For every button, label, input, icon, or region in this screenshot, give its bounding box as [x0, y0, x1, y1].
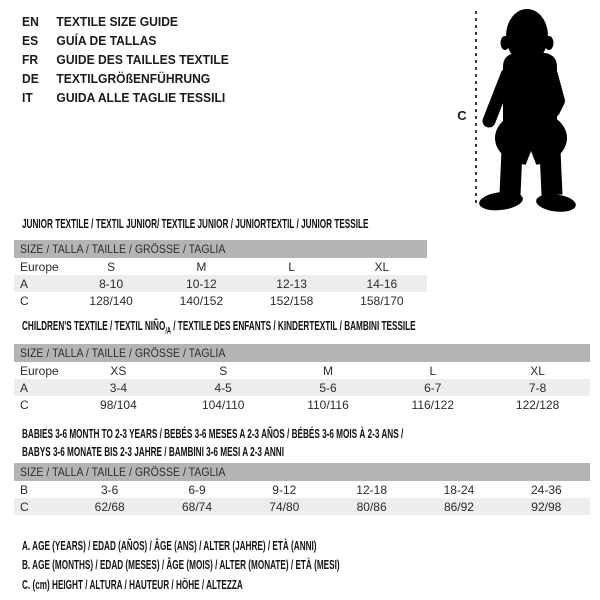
cell: 18-24 [443, 482, 475, 497]
row-label: Europe [20, 363, 59, 378]
lang-row-it [22, 88, 229, 107]
cell: 3-6 [100, 482, 119, 497]
lang-row-de [22, 69, 229, 88]
cell: 104/110 [201, 397, 245, 412]
title-text: CHILDREN'S TEXTILE / TEXTIL NIÑO [22, 318, 166, 333]
babies-table-title [22, 425, 403, 461]
cell: 4-5 [214, 380, 232, 395]
lang-code: FR [22, 52, 39, 67]
cell: 116/122 [411, 397, 455, 412]
lang-code: EN [22, 14, 39, 29]
cell: 62/68 [94, 499, 125, 514]
size-header-row [14, 344, 590, 362]
table-row [14, 275, 427, 292]
lang-code: IT [22, 90, 33, 105]
lang-title: TEXTILE SIZE GUIDE [56, 14, 179, 29]
lang-title: GUIDA ALLE TAGLIE TESSILI [56, 90, 226, 105]
title-subscript: /A [165, 325, 171, 336]
title-text: / TEXTILE DES ENFANTS / KINDERTEXTIL / BAMBINI TESSILE [170, 318, 416, 333]
cell: S [107, 259, 116, 274]
cell: 92/98 [531, 499, 562, 514]
row-label: C [20, 397, 29, 412]
lang-row-en [22, 12, 229, 31]
cell: L [288, 259, 295, 274]
row-label: C [20, 499, 29, 514]
cell: 9-12 [272, 482, 297, 497]
size-header-text: SIZE / TALLA / TAILLE / GRÖSSE / TAGLIA [20, 242, 226, 256]
children-table-title [22, 317, 416, 340]
cell: 6-7 [424, 380, 442, 395]
table-row [14, 498, 590, 515]
lang-code: DE [22, 71, 39, 86]
cell: M [322, 363, 333, 378]
lang-code: ES [22, 33, 39, 48]
lang-title: TEXTILGRÖßENFÜHRUNG [56, 71, 211, 86]
title-line-1: BABIES 3-6 MONTH TO 2-3 YEARS / BEBÉS 3-6 MESES A 2-3 AÑOS / BÉBÉS 3-6 MOIS À 2-3 ANS / [22, 426, 404, 441]
cell: 3-4 [109, 380, 128, 395]
size-header-text: SIZE / TALLA / TAILLE / GRÖSSE / TAGLIA [20, 465, 226, 479]
cell: XL [374, 259, 390, 274]
size-header-cell [14, 240, 427, 258]
cell: XL [530, 363, 545, 378]
lang-row-es [22, 31, 229, 50]
row-label: A [20, 380, 29, 395]
footnote-c: C. (cm) HEIGHT / ALTURA / HAUTEUR / HÖHE / ALTEZZA [22, 576, 243, 592]
cell: 14-16 [366, 276, 398, 291]
row-label: Europe [20, 259, 59, 274]
cell: XS [110, 363, 127, 378]
table-row [14, 396, 590, 413]
cell: 152/158 [269, 293, 314, 308]
cell: 10-12 [186, 276, 217, 291]
footnote-b: B. AGE (MONTHS) / EDAD (MESES) / ÂGE (MOIS) / ALTER (MONATE) / ETÀ (MESI) [22, 557, 340, 573]
cell: 86/92 [443, 499, 474, 514]
cell: S [219, 363, 228, 378]
cell: 7-8 [528, 380, 547, 395]
row-label: A [20, 276, 29, 291]
cell: 12-13 [276, 276, 307, 291]
table-row [14, 362, 590, 379]
cell: 140/152 [179, 293, 224, 308]
cell: 158/170 [360, 293, 404, 308]
lang-row-fr [22, 50, 229, 69]
cell: 74/80 [269, 499, 300, 514]
table-row [14, 379, 590, 396]
baby-silhouette-figure [455, 5, 595, 215]
size-header-cell [14, 344, 590, 362]
height-measure-label: C [457, 108, 467, 123]
cell: 122/128 [515, 397, 560, 412]
cell: 80/86 [356, 499, 387, 514]
lang-title: GUIDE DES TAILLES TEXTILE [56, 52, 229, 67]
size-header-text: SIZE / TALLA / TAILLE / GRÖSSE / TAGLIA [20, 346, 226, 360]
row-label: C [20, 293, 29, 308]
cell: 98/104 [100, 397, 137, 412]
cell: M [196, 259, 207, 274]
row-label: B [20, 482, 29, 497]
size-header-row [14, 240, 427, 258]
language-legend [22, 12, 229, 107]
babies-size-table [14, 463, 590, 515]
cell: 5-6 [319, 380, 337, 395]
cell: L [429, 363, 437, 378]
cell: 68/74 [181, 499, 212, 514]
children-size-table [14, 344, 590, 413]
cell: 24-36 [530, 482, 562, 497]
footnotes [22, 536, 526, 594]
cell: 6-9 [188, 482, 206, 497]
cell: 128/140 [89, 293, 133, 308]
table-row [14, 481, 590, 498]
table-row [14, 292, 427, 309]
cell: 12-18 [356, 482, 387, 497]
table-row [14, 258, 427, 275]
footnote-a: A. AGE (YEARS) / EDAD (AÑOS) / ÂGE (ANS) / ALTER (JAHRE) / ETÀ (ANNI) [22, 538, 317, 553]
size-header-row [14, 463, 590, 481]
title-line-2: BABYS 3-6 MONATE BIS 2-3 JAHRE / BAMBINI 3-6 MESI A 2-3 ANNI [22, 444, 284, 459]
lang-title: GUÍA DE TALLAS [56, 33, 157, 48]
junior-table-title: JUNIOR TEXTILE / TEXTIL JUNIOR/ TEXTILE JUNIOR / JUNIORTEXTIL / JUNIOR TESSILE [22, 216, 369, 231]
baby-silhouette-icon [478, 9, 577, 214]
cell: 8-10 [99, 276, 124, 291]
cell: 110/116 [307, 397, 349, 412]
junior-size-table [14, 240, 427, 309]
size-header-cell [14, 463, 590, 481]
